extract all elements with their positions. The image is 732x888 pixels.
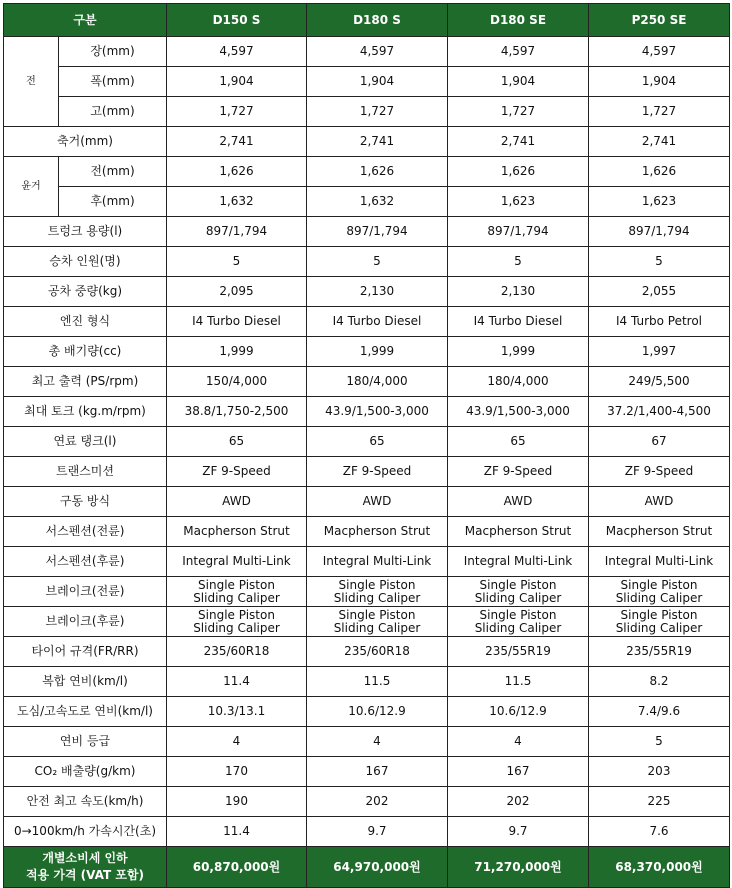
header-model: D180 SE	[448, 4, 589, 37]
spec-value: 5	[167, 247, 307, 277]
spec-value: 2,741	[448, 127, 589, 157]
spec-value: 10.6/12.9	[307, 697, 448, 727]
spec-value: 67	[589, 427, 730, 457]
spec-value: 2,055	[589, 277, 730, 307]
table-row	[4, 397, 730, 427]
spec-value: 1,727	[167, 97, 307, 127]
spec-value: Macpherson Strut	[167, 517, 307, 547]
spec-value: 4	[167, 727, 307, 757]
row-label: 후(mm)	[59, 187, 167, 217]
spec-value: I4 Turbo Diesel	[448, 307, 589, 337]
spec-value: 1,623	[448, 187, 589, 217]
spec-value: Single Piston Sliding Caliper	[448, 577, 589, 607]
spec-value: I4 Turbo Petrol	[589, 307, 730, 337]
spec-value: AWD	[448, 487, 589, 517]
spec-value: 235/55R19	[589, 637, 730, 667]
spec-value: 202	[448, 787, 589, 817]
table-row	[4, 817, 730, 847]
spec-value: 9.7	[307, 817, 448, 847]
price-row	[4, 847, 730, 888]
spec-value: 1,626	[448, 157, 589, 187]
spec-value: 37.2/1,400-4,500	[589, 397, 730, 427]
spec-table	[3, 3, 730, 888]
spec-value: 235/60R18	[167, 637, 307, 667]
spec-value: 2,741	[167, 127, 307, 157]
row-label: 브레이크(전륜)	[4, 577, 167, 607]
row-label: 안전 최고 속도(km/h)	[4, 787, 167, 817]
spec-value: 4	[448, 727, 589, 757]
table-row	[4, 457, 730, 487]
row-label: 도심/고속도로 연비(km/l)	[4, 697, 167, 727]
spec-value: 43.9/1,500-3,000	[448, 397, 589, 427]
row-label: 최대 토크 (kg.m/rpm)	[4, 397, 167, 427]
table-row	[4, 637, 730, 667]
spec-value: 38.8/1,750-2,500	[167, 397, 307, 427]
spec-value: 203	[589, 757, 730, 787]
spec-value: 1,626	[307, 157, 448, 187]
row-label: 축거(mm)	[4, 127, 167, 157]
spec-value: 1,626	[589, 157, 730, 187]
spec-value: 180/4,000	[307, 367, 448, 397]
row-label: 복합 연비(km/l)	[4, 667, 167, 697]
row-label: 엔진 형식	[4, 307, 167, 337]
table-row	[4, 547, 730, 577]
spec-value: AWD	[167, 487, 307, 517]
spec-value: Macpherson Strut	[589, 517, 730, 547]
spec-value: Single Piston Sliding Caliper	[589, 607, 730, 637]
header-model: P250 SE	[589, 4, 730, 37]
spec-value: Integral Multi-Link	[589, 547, 730, 577]
spec-value: 1,623	[589, 187, 730, 217]
spec-value: 170	[167, 757, 307, 787]
spec-value: 897/1,794	[448, 217, 589, 247]
spec-value: ZF 9-Speed	[448, 457, 589, 487]
spec-value: 4,597	[167, 37, 307, 67]
table-row	[4, 37, 730, 67]
row-label: 최고 출력 (PS/rpm)	[4, 367, 167, 397]
spec-value: Single Piston Sliding Caliper	[307, 607, 448, 637]
table-row	[4, 427, 730, 457]
price-label: 개별소비세 인하 적용 가격 (VAT 포함)	[4, 847, 167, 888]
spec-value: Macpherson Strut	[307, 517, 448, 547]
table-row	[4, 727, 730, 757]
row-label: 트랜스미션	[4, 457, 167, 487]
spec-value: AWD	[589, 487, 730, 517]
spec-value: 167	[307, 757, 448, 787]
price-value: 64,970,000원	[307, 847, 448, 888]
spec-value: 10.3/13.1	[167, 697, 307, 727]
spec-value: ZF 9-Speed	[167, 457, 307, 487]
table-row	[4, 127, 730, 157]
row-label: 전(mm)	[59, 157, 167, 187]
spec-value: 897/1,794	[307, 217, 448, 247]
spec-value: 1,632	[307, 187, 448, 217]
table-row	[4, 97, 730, 127]
spec-value: 1,999	[448, 337, 589, 367]
spec-value: 1,727	[589, 97, 730, 127]
spec-value: AWD	[307, 487, 448, 517]
spec-value: 249/5,500	[589, 367, 730, 397]
spec-value: 11.4	[167, 817, 307, 847]
table-row	[4, 67, 730, 97]
row-label: 0→100km/h 가속시간(초)	[4, 817, 167, 847]
spec-value: 11.5	[307, 667, 448, 697]
row-label: 고(mm)	[59, 97, 167, 127]
table-row	[4, 577, 730, 607]
table-row	[4, 517, 730, 547]
header-category: 구분	[4, 4, 167, 37]
spec-value: 167	[448, 757, 589, 787]
spec-value: 180/4,000	[448, 367, 589, 397]
row-label: 총 배기량(cc)	[4, 337, 167, 367]
spec-value: Integral Multi-Link	[167, 547, 307, 577]
spec-value: 9.7	[448, 817, 589, 847]
spec-value: 2,741	[307, 127, 448, 157]
spec-value: 10.6/12.9	[448, 697, 589, 727]
spec-value: 4	[307, 727, 448, 757]
spec-value: Single Piston Sliding Caliper	[167, 607, 307, 637]
spec-value: 7.6	[589, 817, 730, 847]
row-label: 연료 탱크(l)	[4, 427, 167, 457]
spec-value: 1,999	[167, 337, 307, 367]
row-label: 서스펜션(전륜)	[4, 517, 167, 547]
table-row	[4, 697, 730, 727]
spec-value: Single Piston Sliding Caliper	[307, 577, 448, 607]
spec-value: 1,904	[448, 67, 589, 97]
row-label: 타이어 규격(FR/RR)	[4, 637, 167, 667]
spec-value: 5	[307, 247, 448, 277]
spec-value: 2,095	[167, 277, 307, 307]
row-group-label: 윤거	[4, 157, 59, 217]
price-value: 71,270,000원	[448, 847, 589, 888]
spec-value: 65	[448, 427, 589, 457]
row-label: 장(mm)	[59, 37, 167, 67]
price-value: 60,870,000원	[167, 847, 307, 888]
row-label: CO₂ 배출량(g/km)	[4, 757, 167, 787]
spec-value: I4 Turbo Diesel	[167, 307, 307, 337]
table-row	[4, 157, 730, 187]
spec-body	[4, 37, 730, 888]
spec-value: I4 Turbo Diesel	[307, 307, 448, 337]
spec-value: 4,597	[307, 37, 448, 67]
spec-value: 8.2	[589, 667, 730, 697]
spec-value: Single Piston Sliding Caliper	[448, 607, 589, 637]
spec-value: 225	[589, 787, 730, 817]
spec-value: Integral Multi-Link	[448, 547, 589, 577]
row-label: 공차 중량(kg)	[4, 277, 167, 307]
spec-value: 190	[167, 787, 307, 817]
spec-value: 11.5	[448, 667, 589, 697]
table-row	[4, 487, 730, 517]
spec-value: ZF 9-Speed	[589, 457, 730, 487]
spec-value: 2,741	[589, 127, 730, 157]
spec-value: 65	[307, 427, 448, 457]
spec-value: 4,597	[448, 37, 589, 67]
spec-value: 235/55R19	[448, 637, 589, 667]
spec-value: 150/4,000	[167, 367, 307, 397]
table-row	[4, 217, 730, 247]
spec-value: 897/1,794	[167, 217, 307, 247]
row-label: 구동 방식	[4, 487, 167, 517]
spec-value: 4,597	[589, 37, 730, 67]
spec-value: 1,904	[167, 67, 307, 97]
row-group-label: 전	[4, 37, 59, 127]
table-row	[4, 367, 730, 397]
spec-value: 1,904	[589, 67, 730, 97]
row-label: 서스펜션(후륜)	[4, 547, 167, 577]
row-label: 연비 등급	[4, 727, 167, 757]
spec-value: 1,632	[167, 187, 307, 217]
spec-value: 1,727	[448, 97, 589, 127]
spec-value: 1,997	[589, 337, 730, 367]
row-label: 트렁크 용량(l)	[4, 217, 167, 247]
table-row	[4, 337, 730, 367]
header-model: D150 S	[167, 4, 307, 37]
spec-value: Single Piston Sliding Caliper	[589, 577, 730, 607]
spec-value: Macpherson Strut	[448, 517, 589, 547]
spec-value: 5	[448, 247, 589, 277]
row-label: 폭(mm)	[59, 67, 167, 97]
table-row	[4, 247, 730, 277]
spec-value: 5	[589, 247, 730, 277]
table-row	[4, 187, 730, 217]
spec-value: 11.4	[167, 667, 307, 697]
spec-value: 43.9/1,500-3,000	[307, 397, 448, 427]
table-row	[4, 667, 730, 697]
spec-value: 897/1,794	[589, 217, 730, 247]
spec-value: 1,626	[167, 157, 307, 187]
price-value: 68,370,000원	[589, 847, 730, 888]
spec-value: 1,727	[307, 97, 448, 127]
table-row	[4, 307, 730, 337]
table-row	[4, 787, 730, 817]
spec-value: ZF 9-Speed	[307, 457, 448, 487]
spec-value: 202	[307, 787, 448, 817]
spec-value: 1,999	[307, 337, 448, 367]
spec-value: 5	[589, 727, 730, 757]
row-label: 승차 인원(명)	[4, 247, 167, 277]
spec-value: 7.4/9.6	[589, 697, 730, 727]
row-label: 브레이크(후륜)	[4, 607, 167, 637]
header-row	[4, 4, 730, 37]
table-row	[4, 277, 730, 307]
spec-value: 1,904	[307, 67, 448, 97]
table-row	[4, 757, 730, 787]
header-model: D180 S	[307, 4, 448, 37]
spec-value: Integral Multi-Link	[307, 547, 448, 577]
spec-value: 2,130	[307, 277, 448, 307]
spec-value: 65	[167, 427, 307, 457]
spec-value: 2,130	[448, 277, 589, 307]
spec-value: Single Piston Sliding Caliper	[167, 577, 307, 607]
table-row	[4, 607, 730, 637]
spec-value: 235/60R18	[307, 637, 448, 667]
